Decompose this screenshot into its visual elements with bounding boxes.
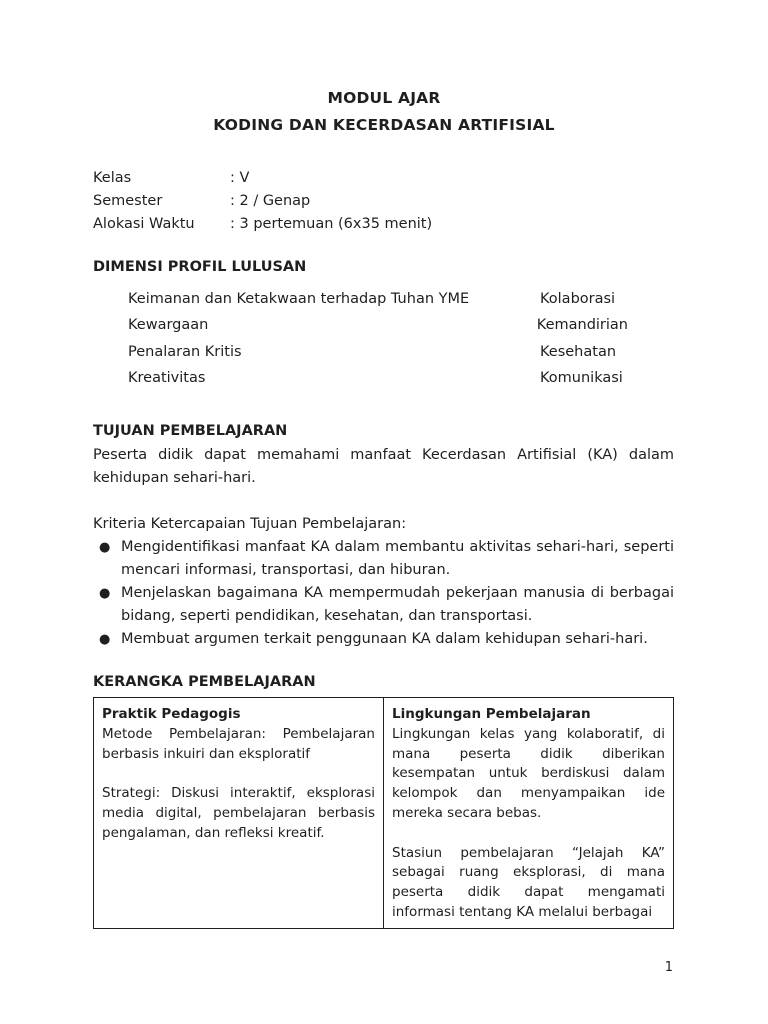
bullet-icon: ●: [99, 540, 111, 555]
goals-heading: TUJUAN PEMBELAJARAN: [93, 423, 288, 439]
profile-row: [128, 367, 628, 393]
list-item: [93, 628, 674, 651]
pedagogy-cell: [94, 698, 384, 928]
meta-label: Alokasi Waktu: [93, 216, 195, 232]
profile-row: [128, 288, 628, 314]
meta-label: Semester: [93, 193, 163, 209]
bullet-icon: ●: [99, 586, 111, 601]
meta-row-semester: [93, 190, 673, 213]
bullet-icon: ●: [99, 632, 111, 647]
profile-item: Kewargaan: [128, 317, 209, 334]
module-info: [93, 167, 673, 236]
profile-heading: DIMENSI PROFIL LULUSAN: [93, 259, 307, 275]
profile-item: Penalaran Kritis: [128, 343, 242, 360]
pedagogy-strategy: Strategi: Diskusi interaktif, eksplorasi media digital, pembelajaran berbasis pengalaman, dan refleksi kreatif.: [102, 785, 375, 841]
framework-table: [93, 697, 674, 929]
pedagogy-method: Metode Pembelajaran: Pembelajaran berbasis inkuiri dan eksploratif: [102, 725, 375, 762]
pedagogy-title: Praktik Pedagogis: [102, 706, 241, 722]
list-item: [93, 582, 674, 628]
criteria-list: [93, 536, 674, 651]
profile-item: Kreativitas: [128, 369, 206, 386]
page-number: 1: [664, 960, 673, 975]
environment-text-2: Stasiun pembelajaran “Jelajah KA” sebagai ruang eksplorasi, di mana peserta didik dapat mengamati informasi tentang KA melalui berbagai: [392, 844, 665, 920]
environment-text-1: Lingkungan kelas yang kolaboratif, di mana peserta didik diberikan kesempatan untuk berdiskusi dalam kelompok dan menyampaikan ide mereka secara bebas.: [392, 725, 665, 821]
meta-label: Kelas: [93, 170, 132, 186]
profile-item: Kolaborasi: [540, 291, 616, 307]
profile-list: [128, 288, 628, 393]
document-subtitle: KODING DAN KECERDASAN ARTIFISIAL: [213, 116, 555, 134]
profile-row: [128, 341, 628, 367]
profile-item: Komunikasi: [540, 369, 623, 386]
criteria-text: Menjelaskan bagaimana KA mempermudah pekerjaan manusia di berbagai bidang, seperti pendidikan, kesehatan, dan transportasi.: [121, 585, 674, 624]
criteria-heading: Kriteria Ketercapaian Tujuan Pembelajaran:: [93, 516, 407, 532]
meta-row-time: [93, 213, 673, 236]
profile-item: Kemandirian: [536, 317, 628, 334]
environment-cell: [384, 698, 673, 928]
meta-value: : 2 / Genap: [230, 193, 311, 209]
meta-value: : V: [230, 170, 250, 186]
environment-title: Lingkungan Pembelajaran: [392, 706, 591, 722]
framework-heading: KERANGKA PEMBELAJARAN: [93, 674, 316, 690]
goals-text: Peserta didik dapat memahami manfaat Kecerdasan Artifisial (KA) dalam kehidupan sehari-hari.: [93, 447, 674, 486]
criteria-text: Mengidentifikasi manfaat KA dalam membantu aktivitas sehari-hari, seperti mencari informasi, transportasi, dan hiburan.: [121, 539, 674, 578]
criteria-text: Membuat argumen terkait penggunaan KA dalam kehidupan sehari-hari.: [121, 631, 648, 647]
profile-item: Kesehatan: [540, 343, 617, 360]
profile-item: Keimanan dan Ketakwaan terhadap Tuhan YME: [128, 291, 470, 307]
list-item: [93, 536, 674, 582]
meta-row-class: [93, 167, 673, 190]
meta-value: : 3 pertemuan (6x35 menit): [230, 216, 433, 232]
document-title: MODUL AJAR: [327, 89, 441, 107]
profile-row: [128, 314, 628, 340]
